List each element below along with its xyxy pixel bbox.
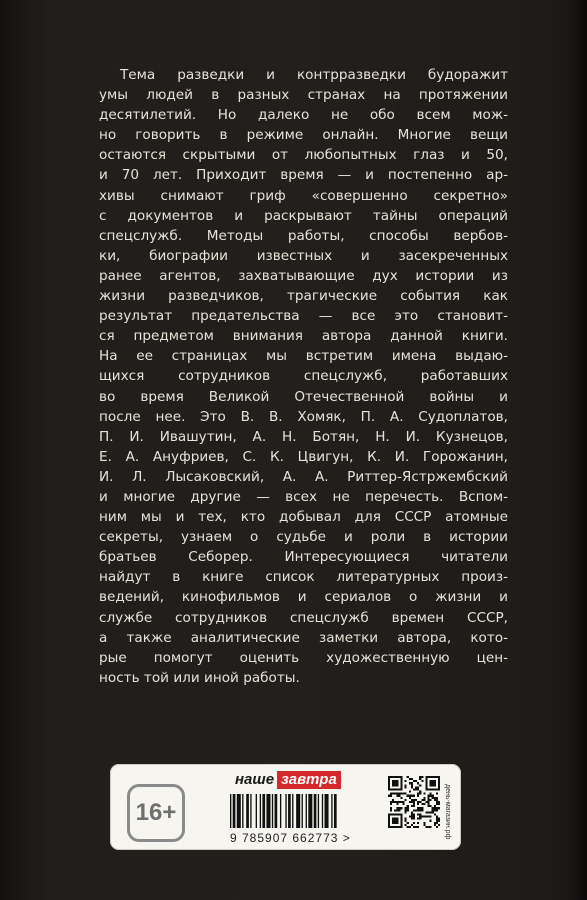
annotation-line: и многие другие — всех не перечесть. Вспом- [99, 488, 508, 505]
annotation-line: И. Л. Лысаковский, А. А. Риттер-Ястржембский [99, 468, 508, 485]
qr-code-icon [388, 776, 440, 828]
annotation-line: На ее страницах мы встретим имена выдаю- [99, 348, 508, 365]
annotation-line: умы людей в разных странах на протяжении [99, 87, 508, 104]
annotation-text [99, 65, 508, 688]
annotation-line: десятилетий. Но далеко не обо всем мож- [99, 107, 508, 124]
annotation-line: остаются скрытыми от любопытных глаз и 50, [99, 147, 508, 164]
annotation-line: жизни разведчиков, трагические события как [99, 288, 508, 305]
annotation-line: ним мы и тех, кто добывал для СССР атомные [99, 509, 508, 526]
annotation-line: и 70 лет. Приходит время — и постепенно ар- [99, 167, 508, 184]
annotation-line: спецслужб. Методы работы, способы вербов- [99, 227, 508, 244]
annotation-line: после нее. Это В. В. Хомяк, П. А. Судоплатов, [99, 408, 508, 425]
annotation-line: хивы снимают гриф «совершенно секретно» [99, 187, 508, 204]
annotation-line: но говорить в режиме онлайн. Многие вещи [99, 127, 508, 144]
annotation-line: щихся сотрудников спецслужб, работавших [99, 368, 508, 385]
age-rating-badge: 16+ [127, 784, 185, 842]
annotation-line: ранее агентов, захватывающие дух истории из [99, 267, 508, 284]
annotation-line: службе сотрудников спецслужб времен СССР, [99, 609, 508, 626]
annotation-line: братьев Себорер. Интересующиеся читатели [99, 549, 508, 566]
annotation-line: Е. А. Ануфриев, С. К. Цвигун, К. И. Горожанин, [99, 448, 508, 465]
annotation-line: с документов и раскрывают тайны операций [99, 207, 508, 224]
annotation-line: Тема разведки и контрразведки будоражит [120, 67, 508, 83]
isbn-number: 9 785907 662773 > [230, 831, 351, 845]
publisher-logo-word-1: наше [235, 771, 275, 788]
website-caption: день-магазин.рф [444, 784, 451, 840]
annotation-line: рые помогут оценить художественную цен- [99, 649, 508, 666]
annotation-line: а также аналитические заметки автора, кото- [99, 629, 508, 646]
annotation-line: П. И. Ивашутин, А. Н. Ботян, Н. И. Кузнецов, [99, 428, 508, 445]
annotation-line: ведений, кинофильмов и сериалов о жизни и [99, 589, 508, 606]
barcode-icon [228, 794, 382, 828]
annotation-line: секреты, узнаем о судьбе и роли в истории [99, 529, 508, 546]
annotation-line: найдут в книге список литературных произ- [99, 569, 508, 586]
publisher-logo-word-2: завтра [277, 771, 341, 789]
annotation-line: ся предметом внимания автора данной книги. [99, 328, 508, 345]
annotation-line: результат предательства — все это становит- [99, 308, 508, 325]
annotation-line: ность той или иной работы. [99, 669, 300, 686]
price-sticker [110, 764, 461, 850]
publisher-logo [233, 770, 344, 790]
annotation-line: во время Великой Отечественной войны и [99, 388, 508, 405]
annotation-line: ки, биографии известных и засекреченных [99, 247, 508, 264]
